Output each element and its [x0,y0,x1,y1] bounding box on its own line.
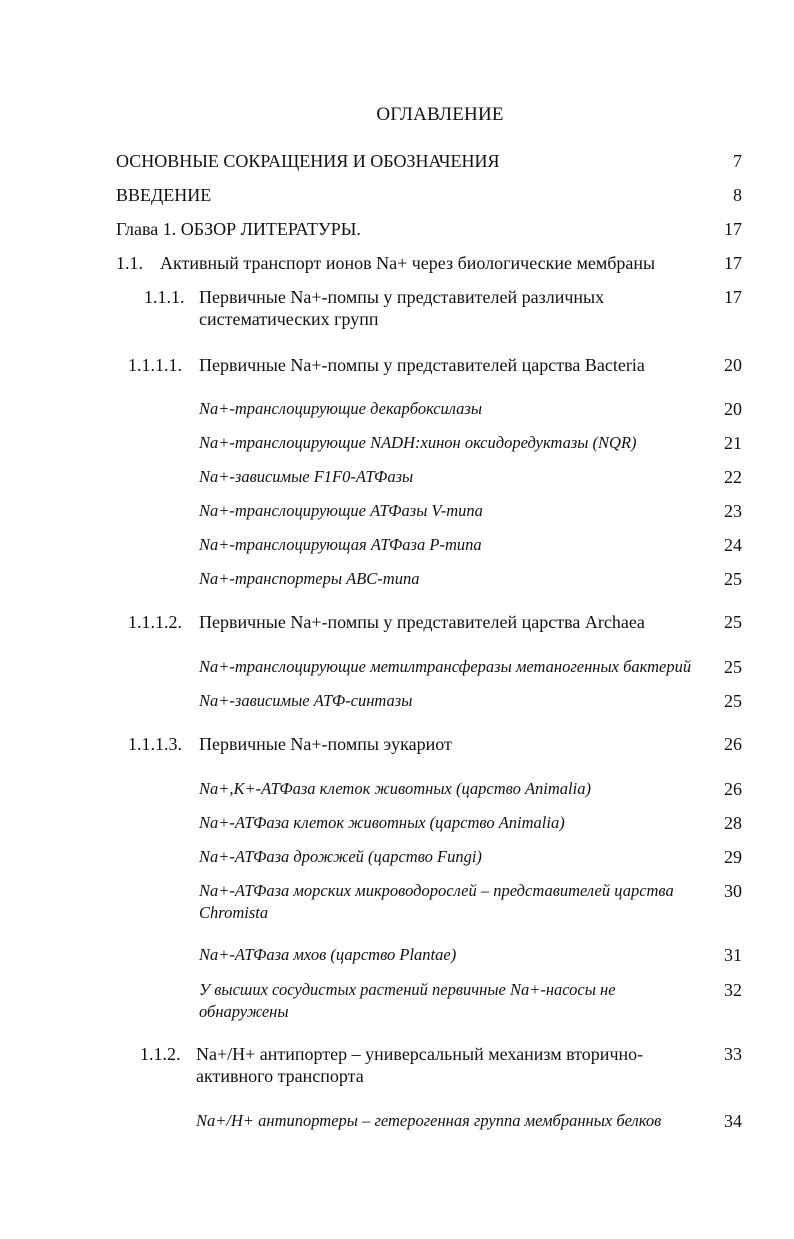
toc-entry-label: Na+-транслоцирующие метилтрансферазы метаногенных бактерий [199,657,692,676]
toc-entry-page: 28 [724,813,742,833]
toc-entry-page: 26 [724,734,742,754]
toc-entry-label: Na+-транслоцирующая АТФаза P-типа [199,535,482,554]
toc-entry-number: 1.1. [116,253,143,273]
toc-entry-label: Na+,K+-АТФаза клеток животных (царство Animalia) [199,779,591,798]
toc-entry-page: 20 [724,399,742,419]
toc-entry-label: Na+-транслоцирующие АТФазы V-типа [199,501,483,520]
toc-entry-page: 24 [724,535,742,555]
toc-entry-page: 25 [724,691,742,711]
toc-entry-label: Na+/H+ антипортеры – гетерогенная группа мембранных белков [196,1111,662,1130]
toc-entry-number: 1.1.2. [140,1044,181,1064]
toc-entry-label: Na+-зависимые F1F0-АТФазы [199,467,414,486]
toc-entry-page: 34 [724,1111,742,1131]
toc-entry-page: 30 [724,881,742,901]
toc-entry-label: Первичные Na+-помпы у представителей царства Bacteria [199,355,645,375]
toc-entry-page: 23 [724,501,742,521]
toc-entry-page: 8 [733,185,742,205]
toc-entry-page: 25 [724,612,742,632]
toc-entry-page: 7 [733,151,742,171]
toc-entry-page: 31 [724,945,742,965]
toc-entry-page: 17 [724,253,742,273]
toc-entry-page: 25 [724,657,742,677]
toc-entry-number: 1.1.1.1. [128,355,182,375]
toc-entry-page: 21 [724,433,742,453]
toc-entry-label: Na+-АТФаза мхов (царство Plantae) [199,945,457,964]
toc-entry-page: 26 [724,779,742,799]
toc-entry-page: 29 [724,847,742,867]
toc-entry-label: Na+-транслоцирующие декарбоксилазы [199,399,483,418]
toc-entry-page: 20 [724,355,742,375]
toc-entry-label: Первичные Na+-помпы у представителей различных систематических групп [199,287,605,329]
toc-entry-label: Na+-зависимые АТФ-синтазы [199,691,413,710]
toc-entry-label: Глава 1. ОБЗОР ЛИТЕРАТУРЫ. [116,219,361,239]
toc-entry-page: 22 [724,467,742,487]
toc-entry-page: 25 [724,569,742,589]
toc-entry-number: 1.1.1.3. [128,734,182,754]
toc-entry-label: Na+/H+ антипортер – универсальный механизм вторично-активного транспорта [196,1044,644,1086]
toc-entry-label: Na+-АТФаза морских микроводорослей – представителей царства Chromista [199,881,674,922]
toc-entry-label: У высших сосудистых растений первичные Na+-насосы не обнаружены [199,980,616,1021]
toc-entry-label: Na+-транспортеры ABC-типа [199,569,420,588]
toc-entry-label: ВВЕДЕНИЕ [116,185,212,205]
page-title: ОГЛАВЛЕНИЕ [376,104,504,125]
toc-entry-page: 17 [724,287,742,307]
toc-entry-label: Na+-АТФаза дрожжей (царство Fungi) [199,847,482,866]
toc-entry-label: Na+-АТФаза клеток животных (царство Animalia) [199,813,565,832]
toc-entry-page: 32 [724,980,742,1000]
toc-entry-label: Первичные Na+-помпы у представителей царства Archaea [199,612,645,632]
toc-entry-label: Первичные Na+-помпы эукариот [199,734,452,754]
toc-entry-page: 33 [724,1044,742,1064]
toc-entry-label: Активный транспорт ионов Na+ через биологические мембраны [160,253,656,273]
toc-entry-label: Na+-транслоцирующие NADH:хинон оксидоредуктазы (NQR) [199,433,637,452]
toc-entry-number: 1.1.1. [144,287,185,307]
toc-entry-number: 1.1.1.2. [128,612,182,632]
toc-entry-page: 17 [724,219,742,239]
toc-entry-label: ОСНОВНЫЕ СОКРАЩЕНИЯ И ОБОЗНАЧЕНИЯ [116,151,500,171]
